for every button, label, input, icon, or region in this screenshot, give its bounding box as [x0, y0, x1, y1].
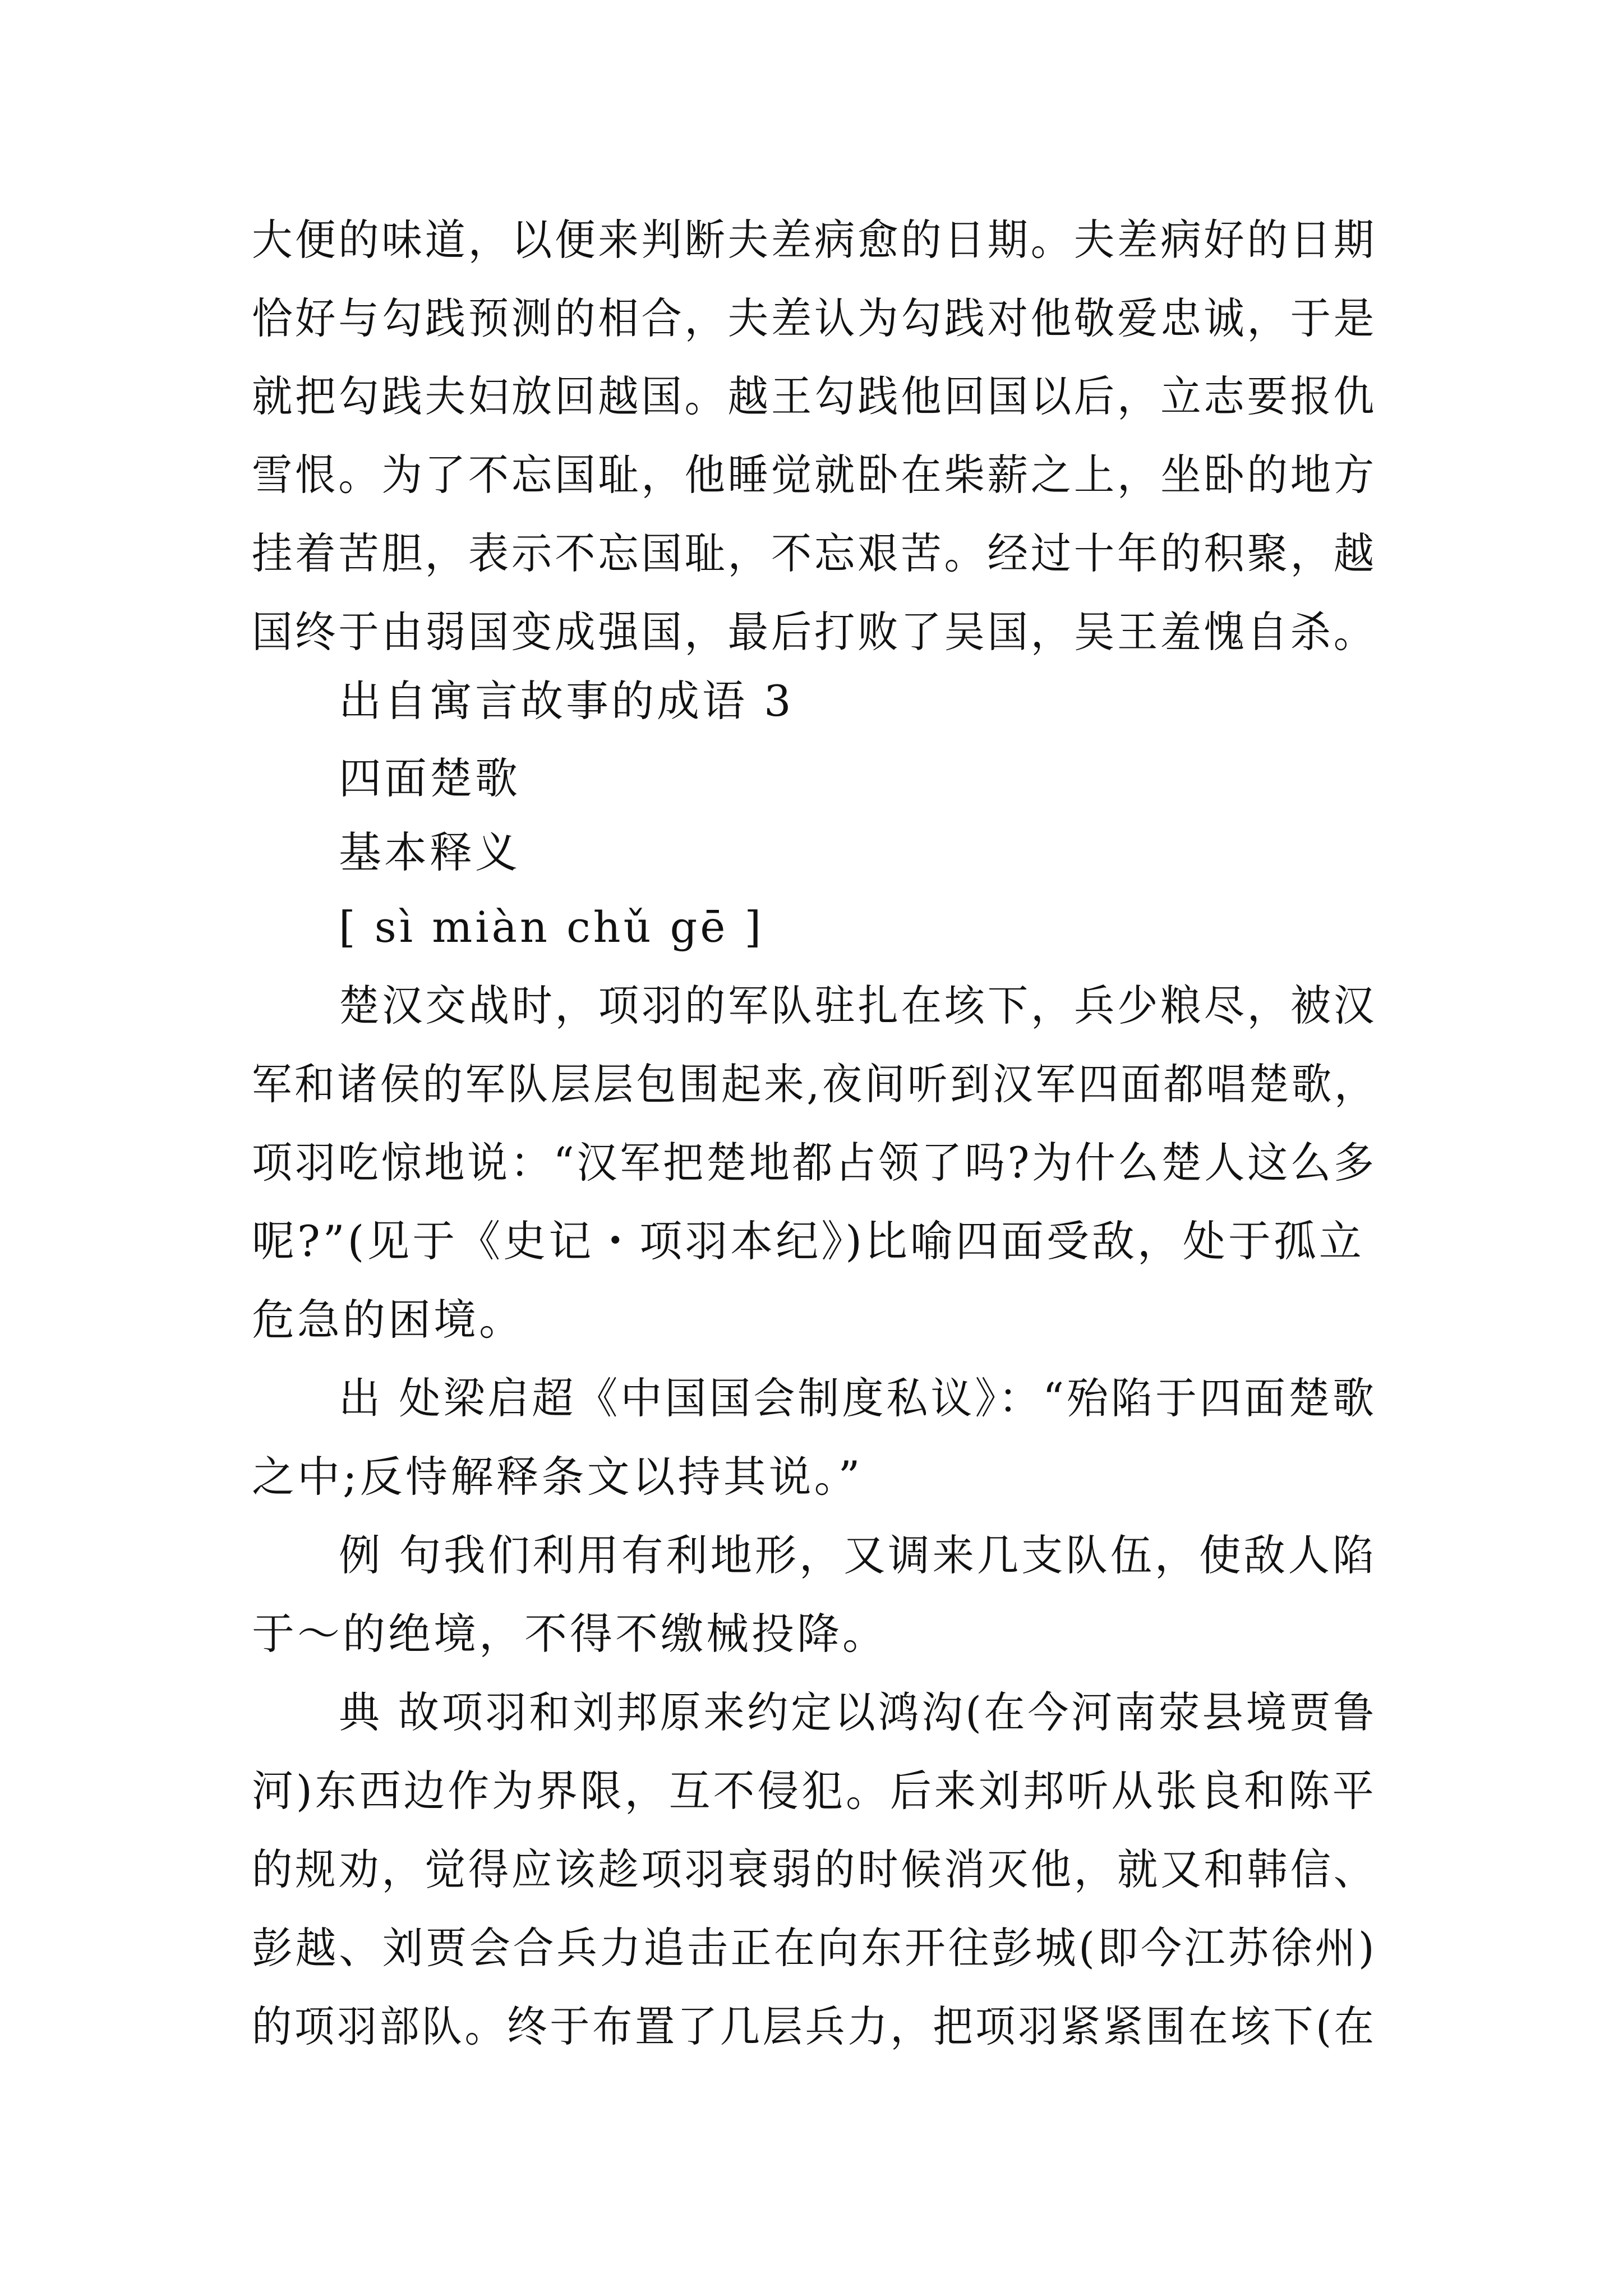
text-line: 危急的困境。 — [252, 1295, 524, 1345]
text-line: 出 处梁启超《中国国会制度私议》：“殆陷于四面楚歌 — [339, 1373, 1377, 1423]
text-line: 河)东西边作为界限，互不侵犯。后来刘邦听从张良和陈平 — [252, 1766, 1377, 1816]
text-line: 例 句我们利用有利地形，又调来几支队伍，使敌人陷 — [339, 1530, 1377, 1580]
text-line: 彭越、刘贾会合兵力追击正在向东开往彭城(即今江苏徐州) — [252, 1923, 1377, 1973]
text-line: 雪恨。为了不忘国耻，他睡觉就卧在柴薪之上，坐卧的地方 — [252, 450, 1377, 500]
text-line: 之中;反恃解释条文以持其说。” — [252, 1452, 863, 1502]
idiom-title: 四面楚歌 — [339, 753, 520, 803]
text-line: 典 故项羽和刘邦原来约定以鸿沟(在今河南荥县境贾鲁 — [339, 1687, 1377, 1737]
text-line: 项羽吃惊地说：“汉军把楚地都占领了吗?为什么楚人这么多 — [252, 1138, 1377, 1188]
text-line: 就把勾践夫妇放回越国。越王勾践他回国以后，立志要报仇 — [252, 371, 1377, 421]
subheading: 基本释义 — [339, 827, 520, 877]
text-line: 的项羽部队。终于布置了几层兵力，把项羽紧紧围在垓下(在 — [252, 2001, 1377, 2051]
text-line: 恰好与勾践预测的相合，夫差认为勾践对他敬爱忠诚，于是 — [252, 293, 1377, 343]
text-line: 呢?”(见于《史记・项羽本纪》)比喻四面受敌，处于孤立 — [252, 1216, 1364, 1266]
text-line: 的规劝，觉得应该趁项羽衰弱的时候消灭他，就又和韩信、 — [252, 1844, 1377, 1894]
text-line: 于～的绝境，不得不缴械投降。 — [252, 1609, 888, 1659]
text-line: 国终于由弱国变成强国，最后打败了吴国，吴王羞愧自杀。 — [252, 607, 1377, 657]
text-line: 军和诸侯的军队层层包围起来,夜间听到汉军四面都唱楚歌， — [252, 1059, 1377, 1109]
text-line: 楚汉交战时，项羽的军队驻扎在垓下，兵少粮尽，被汉 — [339, 981, 1377, 1030]
section-heading: 出自寓言故事的成语 3 — [339, 676, 794, 726]
text-line: 挂着苦胆，表示不忘国耻，不忘艰苦。经过十年的积聚，越 — [252, 528, 1377, 578]
text-line: 大便的味道，以便来判断夫差病愈的日期。夫差病好的日期 — [252, 215, 1377, 265]
pinyin: [ sì miàn chǔ gē ] — [339, 902, 764, 952]
